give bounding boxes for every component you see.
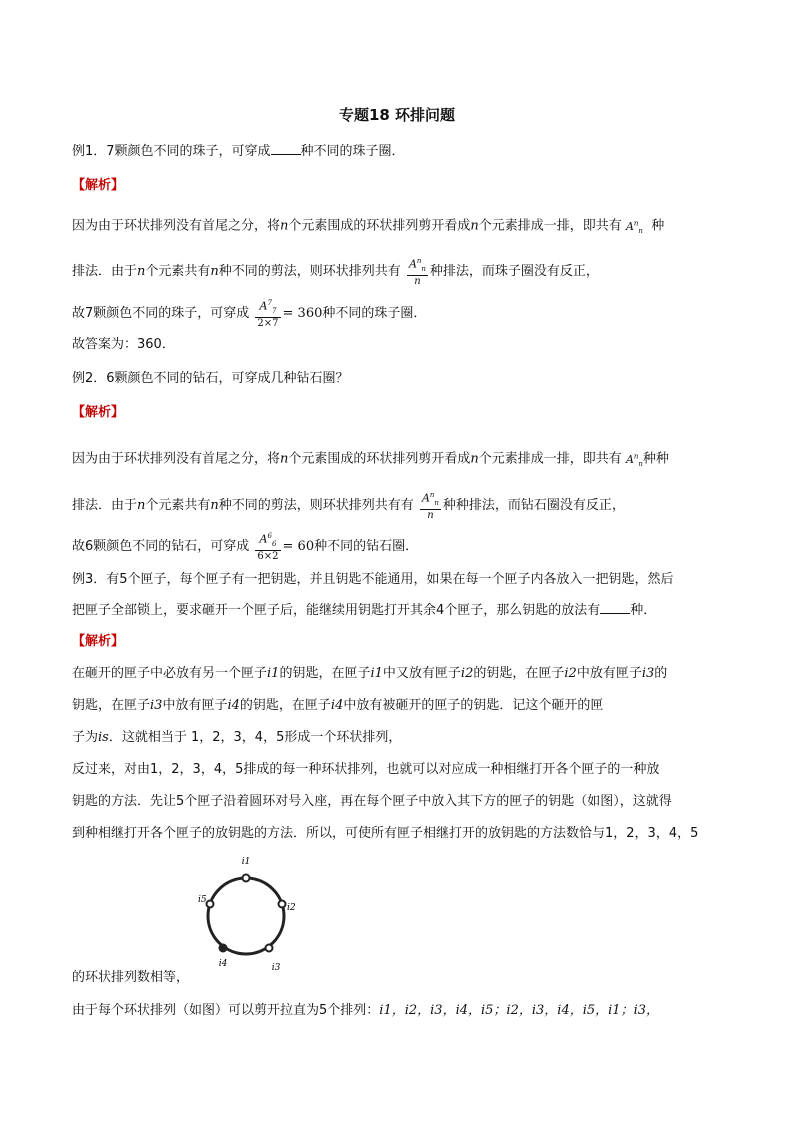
ex1-solution-line-1: 因为由于环状排列没有首尾之分，将n个元素围成的环状排列剪开看成n个元素排成一排，即共有 $A^n_n$ 种	[72, 218, 665, 235]
example-2-question: 例2．6颗颜色不同的钻石，可穿成几种钻石圈？	[72, 371, 349, 386]
example-3-question-line-1: 例3．有5个匣子，每个匣子有一把钥匙，并且钥匙不能通用，如果在每一个匣子内各放入一把钥匙，然后	[72, 572, 674, 587]
ex3-solution-line-4: 反过来，对由1，2，3，4，5排成的每一种环状排列，也就可以对应成一种相继打开各个匣子的一种放	[72, 762, 660, 777]
ring-diagram	[196, 852, 296, 976]
fraction: $\frac{A^n_n}{n}$	[408, 257, 426, 287]
ex2-solution-line-2: 排法．由于n个元素共有n种不同的剪法，则环状排列共有有 $\frac{A^n_n}{n}$ 种种排法，而钻石圈没有反正，	[72, 491, 625, 521]
analysis-label: 【解析】	[72, 178, 125, 193]
ring-node-5	[207, 901, 214, 908]
example-1-question: 例1．7颗颜色不同的珠子，可穿成 种不同的珠子圈．	[72, 144, 405, 159]
ring-label-1: i1	[241, 857, 251, 867]
page-title: 专题18 环排问题	[338, 106, 456, 124]
ex3-solution-line-6: 到种相继打开各个匣子的放钥匙的方法．所以，可使所有匣子相继打开的放钥匙的方法数恰与1，2，3，4，5	[72, 826, 699, 841]
ex2-solution-line-3: 故6颗颜色不同的钻石，可穿成 $\frac{A^6_6}{6\times 2}$ = 60种不同的钻石圈．	[72, 532, 419, 562]
ex3-solution-line-2: 钥匙，在匣子i3中放有匣子i4的钥匙，在匣子i4中放有被砸开的匣子的钥匙．记这个砸开的匣	[72, 698, 604, 713]
ex2-solution-line-1: 因为由于环状排列没有首尾之分，将n个元素围成的环状排列剪开看成n个元素排成一排，即共有 $A^n_n$种种	[72, 451, 669, 468]
ring-label-5: i5	[198, 895, 207, 905]
ring-node-3	[266, 945, 273, 952]
ring-node-2	[279, 901, 286, 908]
ex1-solution-line-2: 排法．由于n个元素共有n种不同的剪法，则环状排列共有 $\frac{A^n_n}{n}$ 种排法，而珠子圈没有反正，	[72, 257, 599, 287]
ring-label-3: i3	[271, 963, 281, 973]
ex3-solution-line-7: 的环状排列数相等，	[72, 970, 190, 985]
ex1-answer: 故答案为：360．	[72, 337, 175, 352]
ex1-solution-line-3: 故7颗颜色不同的珠子，可穿成 $\frac{A^7_7}{2\times 7}$ = 360种不同的珠子圈．	[72, 299, 427, 329]
ex3-solution-line-8: 由于每个环状排列（如图）可以剪开拉直为5个排列：i1，i2，i3，i4，i5；i2，i3，i4，i5，i1；i3，	[72, 1003, 659, 1018]
permutation-symbol: $A^n_n$	[625, 219, 643, 235]
ring-node-4	[220, 945, 227, 952]
ex3-solution-line-5: 钥匙的方法．先让5个匣子沿着圆环对号入座，再在每个匣子中放入其下方的匣子的钥匙（如图），这就得	[72, 794, 672, 809]
example-3-question-line-2: 把匣子全部锁上，要求砸开一个匣子后，能继续用钥匙打开其余4个匣子，那么钥匙的放法有 种．	[72, 603, 657, 618]
ex3-solution-line-3: 子为is．这就相当于 1，2，3，4，5形成一个环状排列，	[72, 730, 402, 745]
analysis-label: 【解析】	[72, 405, 125, 420]
fraction: $\frac{A^n_n}{n}$	[421, 491, 439, 521]
ring-label-4: i4	[218, 959, 228, 969]
fraction: $\frac{A^7_7}{2\times 7}$	[257, 299, 279, 329]
permutation-symbol: $A^n_n$	[625, 452, 643, 468]
answer-blank	[271, 142, 301, 155]
fraction: $\frac{A^6_6}{6\times 2}$	[257, 532, 279, 562]
ring-circle	[208, 878, 284, 954]
ring-node-1	[243, 875, 250, 882]
ring-label-2: i2	[287, 903, 296, 913]
answer-blank	[600, 601, 630, 614]
analysis-label: 【解析】	[72, 634, 125, 649]
ex3-solution-line-1: 在砸开的匣子中必放有另一个匣子i1的钥匙，在匣子i1中又放有匣子i2的钥匙，在匣子i2中放有匣子i3的	[72, 666, 668, 681]
